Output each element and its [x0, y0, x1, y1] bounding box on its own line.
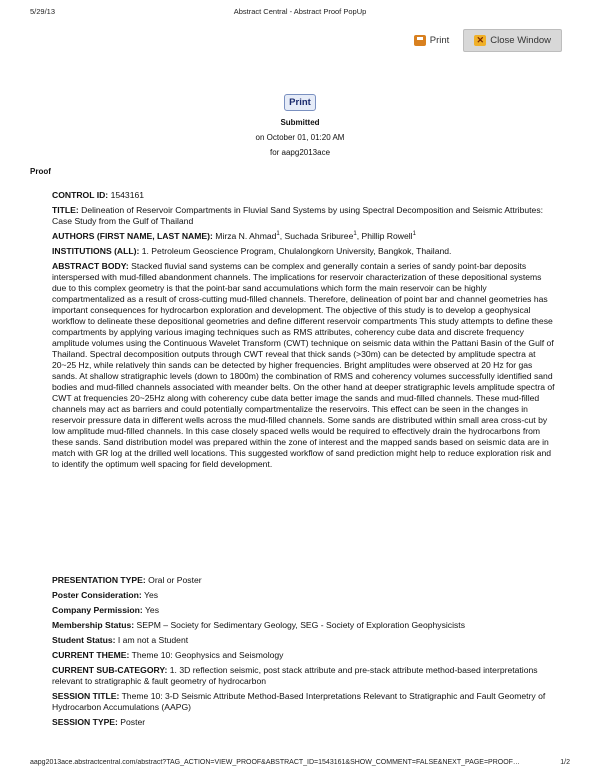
abstract-body-field: ABSTRACT BODY: Stacked fluvial sand systems can be complex and generally contain a series of sandy point-bar deposits interspersed with mud-filled abandonment channels. The implications for reservoir characterization of these depositional systems due to this complex geometry is that the point-bar sand accumulations which form the main reservoir can be highly compartmentalized as a result of cross-cutting mud-filled channels. Therefore, delineation of point bar and channel geometries has important consequences for hydrocarbon exploration and development. The objective of this study is to develop a geophysical workflow to delineate these depositional geometries and define different reservoir compartments This study attempts to define these compartments by applying various imaging techniques such as RMS attributes, coherency cube data and discrete frequency amplitude volumes using the Continuous Wavelet Transform (CWT) technique on seismic data within the Pattani Basin of the Gulf of Thailand. Spectral decomposition outputs through CWT reveal that thick sands (>30m) can be detected by amplitude spectra at 20~25 Hz, while relatively thin sands can be detected by higher frequencies. Bright amplitudes were observed at 20 Hz for gas sands. At shallow stratigraphic levels (down to 1800m) the combination of RMS and coherency volumes successfully identified sand bodies and mud-filled channels associated with meander belts. On the other hand at deeper stratigraphic levels amplitude spectra of CWT at frequencies 20~25Hz along with coherency cube data better image the sands and mud-filled channels. These mud-filled channels may act as barriers and could potentially compartmentalize the reservoirs. This effect can be seen in the changes in reservoir pressure data in different wells across the mud-filled channels. Some sands are distributed within small area cross-cut by low amplitude mud-filled channels. In this case closely spaced wells would be required to effectively drain the hydrocarbons from these sands. Sand distribution model was prepared within the zone of interest and the mapped sands based on seismic data are in match with GR log at the drilled well locations. This suggested workflow of sand prediction might help to reduce exploration risk and to identify the optimum well spacing for field development. [52, 261, 555, 469]
submitted-heading: Submitted [280, 118, 320, 127]
session-type-field: SESSION TYPE: Poster [52, 717, 146, 727]
session-title-field: SESSION TITLE: Theme 10: 3-D Seismic Attribute Method-Based Interpretations Relevant to Stratigraphic and Fault Geometry of Hydrocarbon Accumulations (AAPG) [52, 691, 546, 712]
close-window-button[interactable] [463, 29, 562, 52]
current-theme-field: CURRENT THEME: Theme 10: Geophysics and Seismology [52, 650, 284, 660]
top-toolbar [408, 29, 562, 52]
institutions-field: INSTITUTIONS (ALL): 1. Petroleum Geoscience Program, Chulalongkorn University, Bangkok, Thailand. [52, 246, 452, 256]
poster-consideration-field: Poster Consideration: Yes [52, 590, 159, 600]
title-field: TITLE: Delineation of Reservoir Compartments in Fluvial Sand Systems by using Spectral Decomposition and Seismic Attributes: Case Study from the Gulf of Thailand [52, 205, 544, 226]
page-header-title: Abstract Central - Abstract Proof PopUp [233, 7, 367, 16]
author-3: Phillip Rowell$^1$ [361, 231, 416, 241]
print-button[interactable]: Print [284, 94, 316, 111]
proof-label: Proof [30, 167, 51, 176]
top-print-button[interactable] [408, 31, 456, 50]
current-subcategory-field: CURRENT SUB-CATEGORY: 1. 3D reflection seismic, post stack attribute and pre-stack attribute method-based interpretations relevant to stratigraphic & fault geometry of hydrocarbon [52, 665, 538, 686]
close-window-label: Close Window [490, 35, 551, 46]
top-print-label: Print [429, 35, 450, 46]
presentation-type-field: PRESENTATION TYPE: Oral or Poster [52, 575, 202, 585]
company-permission-field: Company Permission: Yes [52, 605, 159, 615]
footer-page-number: 1/2 [560, 759, 570, 766]
abstract-details-bottom [52, 575, 558, 732]
control-id-field: CONTROL ID: 1543161 [52, 190, 145, 200]
submitted-for: for aapg2013ace [269, 148, 331, 157]
close-icon: ✕ [474, 35, 486, 46]
submitted-date: on October 01, 01:20 AM [255, 133, 345, 142]
student-status-field: Student Status: I am not a Student [52, 635, 189, 645]
membership-status-field: Membership Status: SEPM – Society for Sedimentary Geology, SEG - Society of Exploration Geophysicists [52, 620, 465, 630]
footer-url: aapg2013ace.abstractcentral.com/abstract?TAG_ACTION=VIEW_PROOF&ABSTRACT_ID=1543161&SHOW_COMMENT=FALSE&NEXT_PAGE=PROOF… [30, 759, 520, 766]
author-2: Suchada Sriburee$^1$, [284, 231, 362, 241]
author-1: Mirza N. Ahmad$^1$, [215, 231, 285, 241]
abstract-details-top [52, 190, 558, 474]
printer-icon [414, 35, 426, 46]
print-date: 5/29/13 [30, 7, 56, 16]
authors-field: AUTHORS (FIRST NAME, LAST NAME): Mirza N. Ahmad$^1$, Suchada Sriburee$^1$, Phillip Rowell$^1$ [52, 231, 416, 241]
